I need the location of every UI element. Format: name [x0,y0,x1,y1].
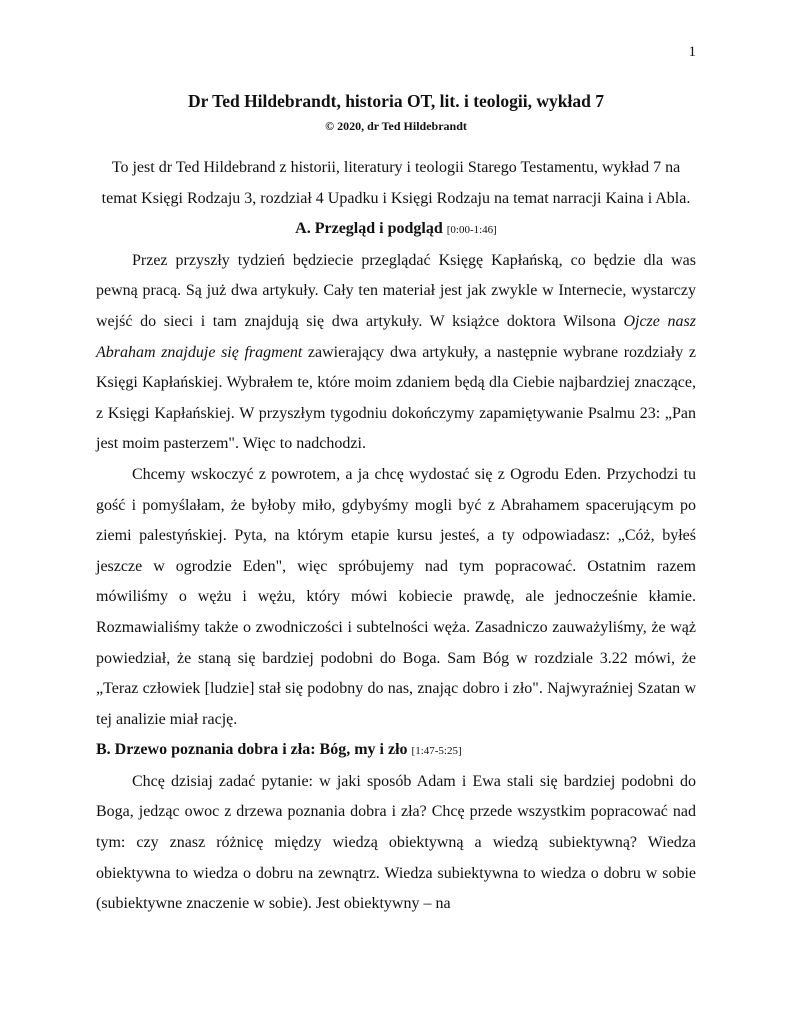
document-body [96,90,696,920]
section-a-paragraph-2: Chcemy wskoczyć z powrotem, a ja chcę wydostać się z Ogrodu Eden. Przychodzi tu gość i pomyślałam, że byłoby miło, gdybyśmy mogli być z Abrahamem spacerującym po ziemi palestyńskiej. Pyta, na którym etapie kursu jesteś, a ty odpowiadasz: „Cóż, byłeś jeszcze w ogrodzie Eden", więc spróbujemy nad tym popracować. Ostatnim razem mówiliśmy o wężu i wężu, który mówi kobiecie prawdę, ale jednocześnie kłamie. Rozmawialiśmy także o zwodniczości i subtelności węża. Zasadniczo zauważyliśmy, że wąż powiedział, że staną się bardziej podobni do Boga. Sam Bóg w rozdziale 3.22 mówi, że „Teraz człowiek [ludzie] stał się podobny do nas, znając dobro i zło". Najwyraźniej Szatan w tej analizie miał rację. [96,465,696,728]
section-b-title: B. Drzewo poznania dobra i zła: Bóg, my i zło [96,741,408,759]
paragraph-text: Przez przyszły tydzień będziecie przeglądać Księgę Kapłańską, co będzie dla was pewną pracą. Są już dwa artykuły. Cały ten materiał jest jak zwykle w Internecie, wystarczy wejść do sieci i tam znajdują się dwa artykuły. W książce doktora Wilsona [96,251,696,330]
copyright-line: © 2020, dr Ted Hildebrandt [325,119,467,133]
section-b-timestamp: [1:47-5:25] [411,745,462,758]
intro-paragraph: To jest dr Ted Hildebrand z historii, literatury i teologii Starego Testamentu, wykład 7 na temat Księgi Rodzaju 3, rozdział 4 Upadku i Księgi Rodzaju na temat narracji Kaina i Abla. [101,159,691,207]
section-b-heading [96,735,696,767]
document-title: Dr Ted Hildebrandt, historia OT, lit. i teologii, wykład 7 [187,91,604,111]
page-number: 1 [688,44,696,60]
paragraph-text: zawierający dwa artykuły, a następnie wybrane rozdziały z Księgi Kapłańskiej. Wybrałem te, które moim zdaniem będą dla Ciebie najbardziej znaczące, z Księgi Kapłańskiej. W przyszłym tygodniu dokończymy zapamiętywanie Psalmu 23: „Pan jest moim pasterzem". Więc to nadchodzi. [96,343,697,453]
section-a-title: A. Przegląd i podgląd [295,220,443,238]
section-a-heading [96,214,696,246]
section-a-timestamp: [0:00-1:46] [446,224,497,237]
book-title-italic: Ojcze nasz Abraham znajduje się fragment [96,312,696,361]
section-b-paragraph-1: Chcę dzisiaj zadać pytanie: w jaki sposób Adam i Ewa stali się bardziej podobni do Boga, jedząc owoc z drzewa poznania dobra i zła? Chcę przede wszystkim popracować nad tym: czy znasz różnicę między wiedzą obiektywną a wiedzą subiektywną? Wiedza obiektywna to wiedza o dobru na zewnątrz. Wiedza subiektywna to wiedza o dobru w sobie (subiektywne znaczenie w sobie). Jest obiektywny – na [96,772,696,913]
section-a-paragraph-1 [96,246,696,460]
